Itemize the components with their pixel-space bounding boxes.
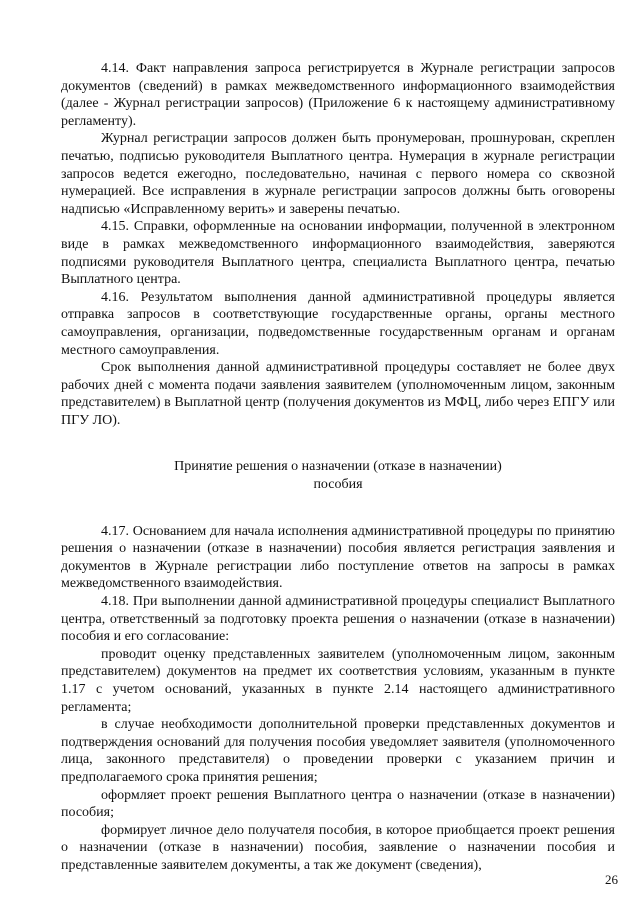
paragraph-4-17: 4.17. Основанием для начала исполнения административной процедуры по принятию решения о назначении (отказе в назначении) пособия является регистрация заявления и документов в Журнале регистрации либо поступление ответов на запросы в рамках межведомственного взаимодействия. <box>61 523 615 592</box>
document-body <box>61 60 615 875</box>
paragraph-4-14: 4.14. Факт направления запроса регистрируется в Журнале регистрации запросов документов (сведений) в рамках межведомственного информационного взаимодействия (далее - Журнал регистрации запросов) (Приложение 6 к настоящему административному регламенту). <box>61 61 615 129</box>
list-item-draft-decision: оформляет проект решения Выплатного центра о назначении (отказе в назначении) пособия; <box>61 787 615 821</box>
page-number: 26 <box>605 872 618 887</box>
paragraph-4-16: 4.16. Результатом выполнения данной административной процедуры является отправка запросов в соответствующие государственные органы, органы местного самоуправления, организации, подведомственные государственным органам и органам местного самоуправления. <box>61 289 615 358</box>
paragraph-4-15: 4.15. Справки, оформленные на основании информации, полученной в электронном виде в рамках межведомственного информационного взаимодействия, заверяются подписями руководителя Выплатного центра, специалиста Выплатного центра, печатью Выплатного центра. <box>61 219 615 288</box>
section-heading <box>61 458 615 493</box>
list-item-personal-file: формирует личное дело получателя пособия, в которое приобщается проект решения о назначении (отказе в назначении) пособия, заявление о назначении пособия и представленные заявителем документы, а так же документ (сведения), <box>61 822 615 873</box>
paragraph-journal-requirements: Журнал регистрации запросов должен быть пронумерован, прошнурован, скреплен печатью, подписью руководителя Выплатного центра. Нумерация в журнале регистрации запросов ведется ежегодно, последовательно, начиная с первого номера со сквозной нумерацией. Все исправления в журнале регистрации запросов должны быть оговорены надписью «Исправленному верить» и заверены печатью. <box>61 131 615 217</box>
list-item-assessment: проводит оценку представленных заявителем (уполномоченным лицом, законным представителем) документов на предмет их соответствия условиям, указанным в пункте 1.17 с учетом оснований, указанных в пункте 2.14 настоящего административного регламента; <box>61 646 615 715</box>
list-item-additional-check: в случае необходимости дополнительной проверки представленных документов и подтверждения оснований для получения пособия уведомляет заявителя (уполномоченного лица, законного представителя) о проведении проверки с указанием причин и предполагаемого срока принятия решения; <box>61 717 615 785</box>
paragraph-deadline: Срок выполнения данной административной процедуры составляет не более двух рабочих дней с момента подачи заявления заявителем (уполномоченным лицом, законным представителем) в Выплатной центр (получения документов из МФЦ, либо через ЕПГУ или ПГУ ЛО). <box>61 360 615 428</box>
section-heading-line-1: Принятие решения о назначении (отказе в назначении) <box>174 459 502 475</box>
section-heading-line-2: пособия <box>313 477 363 493</box>
paragraph-4-18: 4.18. При выполнении данной административной процедуры специалист Выплатного центра, ответственный за подготовку проекта решения о назначении (отказе в назначении) пособия и его согласование: <box>61 594 615 645</box>
